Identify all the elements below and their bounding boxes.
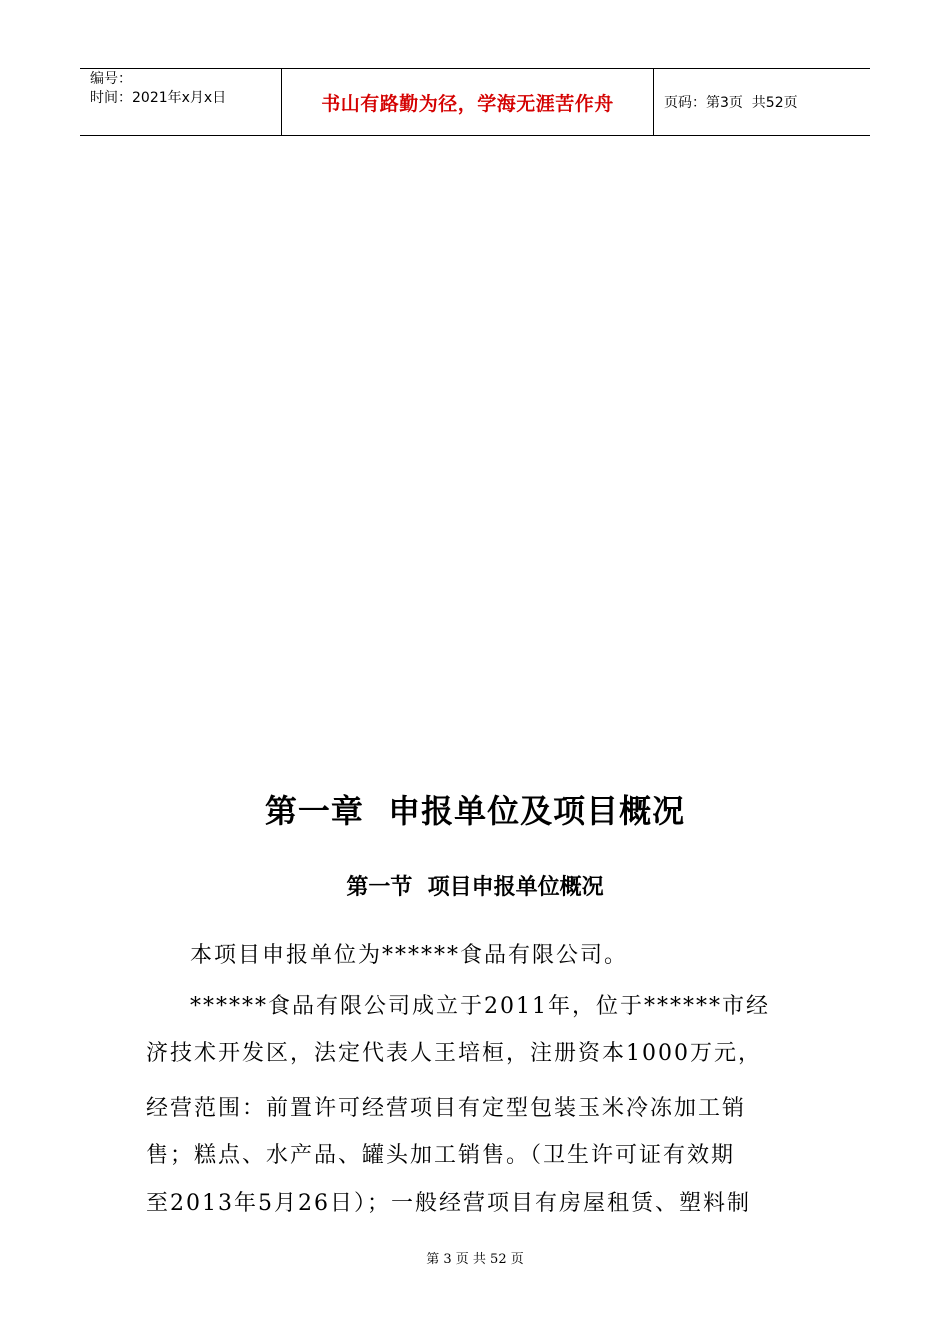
header-page-cell [654, 69, 870, 135]
header-meta-cell [80, 69, 282, 135]
page-header [80, 68, 870, 136]
paragraph-2-line: 至2013年5月26日）；一般经营项目有房屋租赁、塑料制 [146, 1191, 751, 1216]
section-title: 第一节 项目申报单位概况 [346, 875, 604, 900]
paragraph-1: 本项目申报单位为******食品有限公司。 [190, 943, 629, 968]
paragraph-2-line: 售；糕点、水产品、罐头加工销售。（卫生许可证有效期 [146, 1143, 736, 1168]
header-motto: 书山有路勤为径，学海无涯苦作舟 [321, 92, 614, 115]
paragraph-2-line: 经营范围：前置许可经营项目有定型包装玉米冷冻加工销 [146, 1096, 747, 1121]
header-page-info: 页码：第3页 共52页 [664, 95, 798, 111]
paragraph-2-line: 济技术开发区，法定代表人王培桓，注册资本1000万元， [146, 1041, 762, 1066]
chapter-title: 第一章 申报单位及项目概况 [264, 792, 686, 830]
header-motto-cell [282, 69, 654, 135]
document-number-label: 编号： [90, 71, 132, 87]
paragraph-2-line: ******食品有限公司成立于2011年，位于******市经 [190, 994, 770, 1019]
page-footer: 第 3 页 共 52 页 [426, 1252, 524, 1267]
document-date: 时间：2021年x月x日 [90, 90, 227, 106]
